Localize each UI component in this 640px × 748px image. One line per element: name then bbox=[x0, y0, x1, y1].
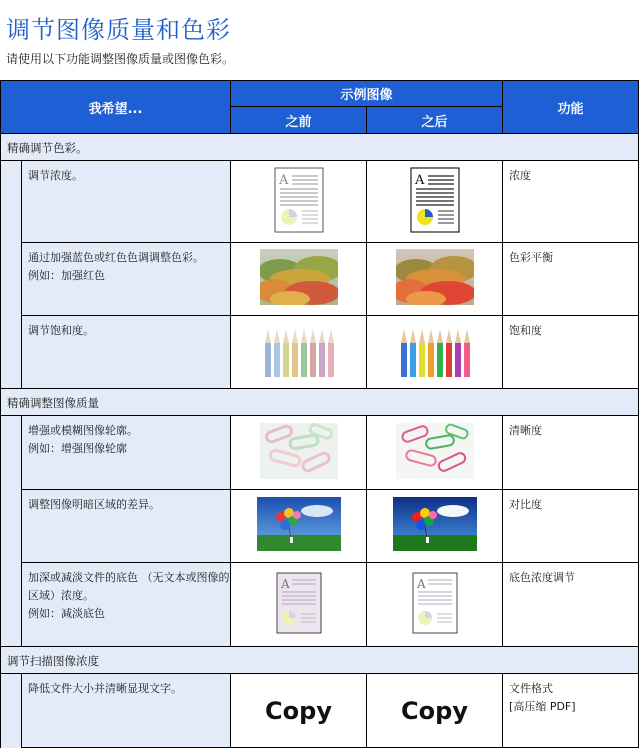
document-tinted-icon bbox=[276, 572, 322, 634]
function-name: 对比度 bbox=[503, 490, 639, 563]
copy-sample-after: Copy bbox=[401, 696, 468, 725]
header-before: 之前 bbox=[231, 107, 367, 134]
autumn-landscape-red-image bbox=[396, 249, 474, 305]
autumn-landscape-image bbox=[260, 249, 338, 305]
before-image bbox=[231, 243, 367, 316]
row-description: 调节饱和度。 bbox=[22, 316, 231, 389]
after-image bbox=[367, 674, 503, 748]
svg-text:A: A bbox=[280, 576, 290, 591]
function-name: 饱和度 bbox=[503, 316, 639, 389]
function-name: 底色浓度调节 bbox=[503, 563, 639, 647]
balloons-field-image bbox=[257, 497, 341, 551]
table-row bbox=[1, 674, 639, 748]
table-row bbox=[1, 243, 639, 316]
pencils-pale-image bbox=[259, 321, 339, 379]
function-name: 清晰度 bbox=[503, 416, 639, 490]
header-function: 功能 bbox=[503, 81, 639, 134]
section-label: 调节扫描图像浓度 bbox=[1, 647, 639, 674]
feature-table bbox=[0, 80, 639, 748]
document-dark-icon bbox=[410, 167, 460, 233]
balloons-field-contrast-image bbox=[393, 497, 477, 551]
copy-sample-before: Copy bbox=[265, 696, 332, 725]
header-want: 我希望... bbox=[1, 81, 231, 134]
after-image bbox=[367, 243, 503, 316]
function-name: 浓度 bbox=[503, 161, 639, 243]
before-image bbox=[231, 563, 367, 647]
after-image bbox=[367, 161, 503, 243]
before-image bbox=[231, 316, 367, 389]
pencils-vivid-image bbox=[395, 321, 475, 379]
after-image bbox=[367, 490, 503, 563]
row-description: 加深或减淡文件的底色 （无文本或图像的区域）浓度。 例如：减淡底色 bbox=[22, 563, 231, 647]
after-image bbox=[367, 416, 503, 490]
after-image bbox=[367, 316, 503, 389]
page-title: 调节图像质量和色彩 bbox=[6, 16, 231, 44]
table-row bbox=[1, 416, 639, 490]
before-image bbox=[231, 490, 367, 563]
row-description: 调整图像明暗区域的差异。 bbox=[22, 490, 231, 563]
table-row bbox=[1, 563, 639, 647]
row-description: 通过加强蓝色或红色色调调整色彩。 例如：加强红色 bbox=[22, 243, 231, 316]
svg-text:A: A bbox=[278, 172, 288, 188]
row-description: 降低文件大小并清晰显现文字。 bbox=[22, 674, 231, 748]
before-image bbox=[231, 674, 367, 748]
section-label: 精确调节色彩。 bbox=[1, 134, 639, 161]
paperclips-blurry-image bbox=[260, 423, 338, 479]
table-row bbox=[1, 316, 639, 389]
header-after: 之后 bbox=[367, 107, 503, 134]
paperclips-sharp-image bbox=[396, 423, 474, 479]
function-name: 文件格式 [高压缩 PDF] bbox=[503, 674, 639, 748]
after-image bbox=[367, 563, 503, 647]
page-subtitle: 请使用以下功能调整图像质量或图像色彩。 bbox=[6, 52, 235, 66]
function-name: 色彩平衡 bbox=[503, 243, 639, 316]
before-image bbox=[231, 161, 367, 243]
row-description: 增强或模糊图像轮廓。 例如：增强图像轮廓 bbox=[22, 416, 231, 490]
row-description: 调节浓度。 bbox=[22, 161, 231, 243]
svg-text:A: A bbox=[416, 576, 426, 591]
table-row bbox=[1, 161, 639, 243]
document-light-icon bbox=[274, 167, 324, 233]
svg-text:A: A bbox=[414, 172, 424, 188]
section-label: 精确调整图像质量 bbox=[1, 389, 639, 416]
table-row bbox=[1, 490, 639, 563]
before-image bbox=[231, 416, 367, 490]
header-example: 示例图像 bbox=[231, 81, 503, 107]
document-clean-icon bbox=[412, 572, 458, 634]
